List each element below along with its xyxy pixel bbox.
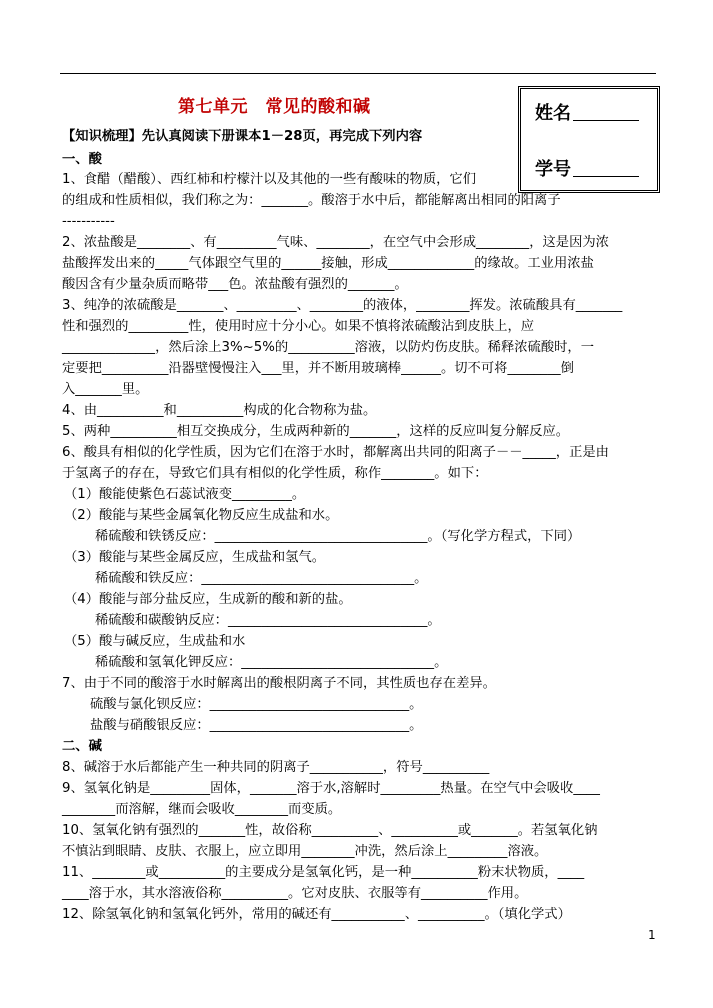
question-line: 9、氢氧化钠是_________固体，_______溶于水,溶解时_________热量。在空气中会吸收____ <box>62 781 600 796</box>
name-blank[interactable] <box>573 104 639 121</box>
question-line: 稀硫酸和铁锈反应：________________________________。（写化学方程式，下同） <box>95 529 581 544</box>
id-label: 学号 <box>535 159 571 180</box>
header-rule <box>60 73 656 74</box>
question-line: ____溶于水，其水溶液俗称__________。它对皮肤、衣服等有__________作用。 <box>62 886 528 901</box>
name-label: 姓名 <box>535 103 571 124</box>
page-title: 第七单元 常见的酸和碱 <box>178 97 371 117</box>
name-id-box <box>518 86 660 193</box>
section-heading-base: 二、碱 <box>62 739 102 754</box>
question-line: 酸因含有少量杂质而略带___色。浓盐酸有强烈的_______。 <box>62 277 408 292</box>
question-line: （1）酸能使紫色石蕊试液变_________。 <box>64 487 306 502</box>
page-number: 1 <box>648 928 656 942</box>
question-line: 6、酸具有相似的化学性质，因为它们在溶于水时，都解离出共同的阳离子－－_____，正是由 <box>62 445 609 460</box>
question-line: ________而溶解，继而会吸收________而变质。 <box>62 802 342 817</box>
question-line: 入_______里。 <box>62 382 149 397</box>
question-line: 盐酸与硝酸银反应：______________________________。 <box>90 718 423 733</box>
question-line: 3、纯净的浓硫酸是_______、_________、________的液体，________挥发。浓硫酸具有_______ <box>62 298 623 313</box>
intro-text: 【知识梳理】先认真阅读下册课本1－28页，再完成下列内容 <box>62 129 423 144</box>
question-line: 稀硫酸和碳酸钠反应：______________________________。 <box>95 613 441 628</box>
question-line: 不慎沾到眼睛、皮肤、衣服上，应立即用________冲洗，然后涂上_________溶液。 <box>62 844 548 859</box>
question-line: ______________，然后涂上3%~5%的__________溶液，以防灼伤皮肤。稀释浓硫酸时，一 <box>62 340 595 355</box>
question-line: 4、由__________和__________构成的化合物称为盐。 <box>62 403 377 418</box>
question-line: 10、氢氧化钠有强烈的_______性，故俗称__________、__________或_______。若氢氧化钠 <box>62 823 598 838</box>
question-line: 12、除氢氧化钠和氢氧化钙外，常用的碱还有___________、__________。（填化学式） <box>62 907 571 922</box>
question-line: 1、食醋（醋酸）、西红柿和柠檬汁以及其他的一些有酸味的物质，它们 <box>62 172 477 187</box>
question-line: 5、两种__________相互交换成分，生成两种新的_______，这样的反应叫复分解反应。 <box>62 424 570 439</box>
question-line: 于氢离子的存在，导致它们具有相似的化学性质，称作________。如下： <box>62 466 488 481</box>
section-heading-acid: 一、酸 <box>62 152 102 167</box>
question-line: 7、由于不同的酸溶于水时解离出的酸根阴离子不同，其性质也存在差异。 <box>62 676 496 691</box>
id-field[interactable] <box>535 155 639 181</box>
question-line: ----------- <box>62 214 115 229</box>
question-line: （4）酸能与部分盐反应，生成新的酸和新的盐。 <box>64 592 352 607</box>
name-field[interactable] <box>535 99 639 125</box>
question-line: 定要把__________沿器壁慢慢注入___里，并不断用玻璃棒______。切不可将________倒 <box>62 361 574 376</box>
id-blank[interactable] <box>573 160 639 177</box>
question-line: 2、浓盐酸是________、有_________气味、________，在空气中会形成________，这是因为浓 <box>62 235 609 250</box>
question-line: （5）酸与碱反应，生成盐和水 <box>64 634 246 649</box>
question-line: 稀硫酸和铁反应：________________________________。 <box>95 571 428 586</box>
question-line: 11、________或__________的主要成分是氢氧化钙，是一种__________粉末状物质，____ <box>62 865 585 880</box>
question-line: 的组成和性质相似，我们称之为：_______。酸溶于水中后，都能解离出相同的阳离子 <box>62 193 561 208</box>
question-line: 性和强烈的_________性，使用时应十分小心。如果不慎将浓硫酸沾到皮肤上，应 <box>62 319 535 334</box>
question-line: （2）酸能与某些金属氧化物反应生成盐和水。 <box>64 508 339 523</box>
question-line: 8、碱溶于水后都能产生一种共同的阴离子___________，符号__________ <box>62 760 490 775</box>
question-line: 稀硫酸和氢氧化钾反应：_____________________________。 <box>95 655 448 670</box>
question-line: 盐酸挥发出来的_____气体跟空气里的______接触，形成_____________的缘故。工业用浓盐 <box>62 256 594 271</box>
question-line: （3）酸能与某些金属反应，生成盐和氢气。 <box>64 550 326 565</box>
question-line: 硫酸与氯化钡反应：______________________________。 <box>90 697 423 712</box>
